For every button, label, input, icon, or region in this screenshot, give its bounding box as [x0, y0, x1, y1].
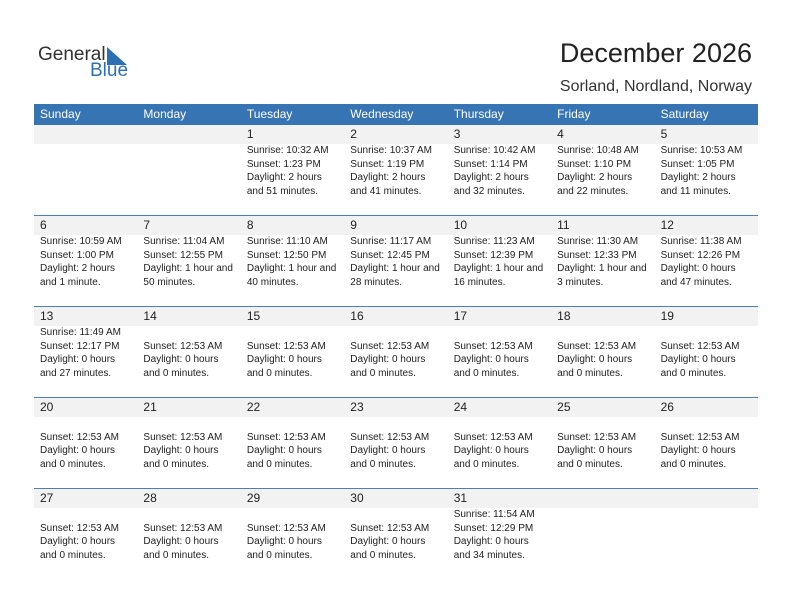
day-number: 6 [40, 218, 47, 232]
day-number: 14 [143, 309, 157, 323]
day-info-line: Sunrise: 11:49 AM [40, 327, 121, 338]
weekday-tuesday: Tuesday [246, 107, 293, 121]
day-cell [655, 307, 758, 397]
day-cell [448, 489, 551, 579]
day-cell [655, 125, 758, 215]
day-info-line: Daylight: 2 hours [660, 172, 736, 183]
day-number: 27 [40, 491, 54, 505]
day-cell [448, 307, 551, 397]
day-info-line: Daylight: 1 hour and [453, 263, 544, 274]
day-number [557, 489, 654, 508]
day-info-line: Daylight: 1 hour and [143, 263, 233, 274]
day-number: 4 [557, 127, 564, 141]
day-number: 20 [40, 400, 54, 414]
day-cell [344, 398, 447, 488]
day-number: 21 [143, 400, 157, 414]
logo-text-general: General [38, 44, 106, 65]
day-info-line: Sunset: 12:53 AM [453, 340, 533, 352]
day-info-line: Daylight: 0 hours [40, 536, 116, 547]
day-info-line: and 34 minutes. [453, 549, 525, 561]
day-cell [655, 489, 758, 579]
day-info-line: 28 minutes. [350, 276, 402, 288]
day-info-line: and 0 minutes. [246, 549, 313, 561]
day-cell [344, 307, 447, 397]
day-info-line [454, 326, 551, 340]
day-number: 12 [660, 218, 674, 232]
day-number: 10 [453, 218, 468, 232]
day-number: 26 [660, 400, 674, 414]
day-info-line: Sunset: 1:14 PM [453, 158, 528, 170]
day-number: 9 [350, 218, 357, 232]
day-info-line: and 27 minutes. [40, 367, 112, 379]
day-info-line: Sunset: 12:39 PM [453, 249, 534, 261]
day-cell [137, 489, 240, 579]
day-info-line: and 0 minutes. [557, 367, 623, 379]
day-info-line: Sunset: 12:55 PM [143, 249, 223, 261]
day-info-line: Daylight: 0 hours [40, 354, 116, 365]
day-info-line [350, 326, 447, 340]
day-info-line: Sunrise: 11:54 AM [453, 509, 535, 520]
day-info-line: Sunset: 12:45 PM [350, 249, 430, 261]
day-number: 17 [453, 309, 468, 323]
day-info-line: Daylight: 0 hours [660, 263, 736, 274]
day-info-line: Sunrise: 11:10 AM [246, 236, 328, 247]
week-row [34, 489, 758, 579]
day-number: 1 [246, 127, 254, 141]
day-info-line: Sunset: 12:53 AM [143, 340, 223, 352]
generalblue-logo [38, 44, 138, 84]
day-info-line [661, 417, 758, 431]
day-info-line: and 0 minutes. [453, 367, 520, 379]
day-info-line: Sunset: 12:53 AM [246, 340, 326, 352]
day-info-line: Sunset: 12:53 AM [40, 522, 119, 534]
day-number: 16 [350, 309, 364, 323]
day-info-line [557, 417, 654, 431]
day-cell [551, 398, 654, 488]
day-info-line: Daylight: 0 hours [143, 536, 219, 547]
day-info-line: Daylight: 0 hours [453, 445, 529, 456]
day-info-line: Sunset: 1:00 PM [40, 249, 114, 261]
day-number: 25 [557, 400, 571, 414]
day-cell [137, 307, 240, 397]
day-cell [241, 125, 344, 215]
day-info-line: Sunset: 12:53 AM [557, 431, 637, 443]
day-info-line: Daylight: 0 hours [453, 354, 529, 365]
day-number: 7 [143, 218, 151, 232]
day-info-line: Sunset: 12:53 AM [143, 522, 223, 534]
day-info-line: Sunset: 12:53 AM [246, 522, 326, 534]
day-cell [241, 307, 344, 397]
day-cell [448, 398, 551, 488]
day-info-line [143, 326, 240, 340]
day-info-line: and 1 minute. [40, 276, 101, 288]
day-info-line: 50 minutes. [143, 276, 196, 288]
day-info-line: Sunrise: 10:37 AM [350, 145, 432, 156]
day-info-line: and 0 minutes. [350, 458, 416, 470]
day-info-line: Sunrise: 11:23 AM [453, 236, 535, 247]
day-info-line: and 0 minutes. [40, 549, 106, 561]
day-info-line: Daylight: 0 hours [453, 536, 529, 547]
day-cell [448, 125, 551, 215]
day-number: 28 [143, 491, 157, 505]
page-title: December 2026 [559, 38, 752, 68]
day-info-line: Daylight: 2 hours [453, 172, 529, 183]
day-info-line: Sunrise: 11:17 AM [350, 236, 432, 247]
day-info-line: Daylight: 0 hours [143, 354, 219, 365]
day-info-line: Daylight: 2 hours [350, 172, 426, 183]
day-number: 8 [246, 218, 254, 232]
day-info-line: Daylight: 0 hours [40, 445, 116, 456]
day-info-line: Daylight: 1 hour and [246, 263, 337, 274]
day-info-line: and 32 minutes. [453, 185, 525, 197]
day-info-line [454, 417, 551, 431]
week-row [34, 398, 758, 489]
day-info-line: and 0 minutes. [143, 549, 210, 561]
day-info-line: Daylight: 0 hours [246, 536, 322, 547]
day-cell [34, 125, 137, 215]
day-cell [448, 216, 551, 306]
day-number: 2 [350, 127, 357, 141]
day-info-line: Daylight: 0 hours [557, 445, 633, 456]
day-info-line: 16 minutes. [453, 276, 506, 288]
day-info-line: Sunset: 12:53 AM [350, 431, 430, 443]
day-info-line: Sunset: 12:53 AM [453, 431, 533, 443]
weekday-sunday: Sunday [40, 107, 81, 121]
day-info-line: and 0 minutes. [246, 367, 313, 379]
day-info-line: Sunrise: 10:53 AM [660, 145, 743, 156]
day-cell [655, 398, 758, 488]
day-info-line: Daylight: 2 hours [557, 172, 633, 183]
day-info-line: Daylight: 0 hours [557, 354, 633, 365]
day-number: 15 [246, 309, 261, 323]
day-info-line: Daylight: 0 hours [350, 536, 426, 547]
day-info-line: Sunrise: 11:04 AM [143, 236, 225, 247]
day-info-line: Sunset: 12:53 AM [40, 431, 119, 443]
day-number: 11 [557, 218, 570, 232]
day-info-line: and 11 minutes. [660, 185, 731, 197]
day-number: 3 [453, 127, 461, 141]
day-info-line: Sunset: 12:50 PM [246, 249, 327, 261]
day-info-line: Daylight: 0 hours [246, 354, 322, 365]
weekday-wednesday: Wednesday [350, 107, 414, 121]
day-info-line: Sunset: 12:53 AM [660, 431, 740, 443]
weekday-saturday: Saturday [660, 107, 709, 121]
day-number: 30 [350, 491, 364, 505]
day-cell [241, 398, 344, 488]
day-cell [344, 216, 447, 306]
day-cell [241, 489, 344, 579]
day-number: 19 [660, 309, 674, 323]
day-info-line [247, 417, 344, 431]
day-info-line: Daylight: 1 hour and [557, 263, 647, 274]
day-info-line: Sunset: 12:53 AM [246, 431, 326, 443]
week-row [34, 125, 758, 216]
day-info-line: Sunset: 12:26 PM [660, 249, 741, 261]
weekday-monday: Monday [143, 107, 187, 121]
day-info-line: Sunrise: 10:48 AM [557, 145, 639, 156]
day-cell [34, 216, 137, 306]
day-info-line [143, 508, 240, 522]
day-info-line: and 0 minutes. [143, 458, 210, 470]
day-number [40, 125, 137, 144]
day-cell [551, 125, 654, 215]
day-cell [655, 216, 758, 306]
calendar [34, 104, 758, 579]
day-info-line: Sunset: 12:53 AM [350, 340, 430, 352]
day-number: 13 [40, 309, 54, 323]
day-info-line: 40 minutes. [246, 276, 299, 288]
day-info-line: and 22 minutes. [557, 185, 629, 197]
day-cell [137, 125, 240, 215]
day-info-line: and 0 minutes. [557, 458, 623, 470]
day-info-line: Sunrise: 11:38 AM [660, 236, 742, 247]
day-info-line [557, 326, 654, 340]
day-info-line: Sunset: 1:19 PM [350, 158, 425, 170]
day-number: 29 [246, 491, 261, 505]
day-info-line [247, 326, 344, 340]
day-info-line: Sunset: 12:53 AM [350, 522, 430, 534]
day-info-line [143, 417, 240, 431]
day-info-line: and 0 minutes. [453, 458, 520, 470]
day-number [661, 489, 758, 508]
weekday-header [34, 104, 758, 125]
day-info-line [661, 326, 758, 340]
day-info-line: Sunset: 12:53 AM [143, 431, 223, 443]
day-info-line: Sunrise: 11:30 AM [557, 236, 639, 247]
day-cell [551, 489, 654, 579]
day-info-line: Sunrise: 10:32 AM [246, 145, 329, 156]
day-number: 18 [557, 309, 571, 323]
day-info-line: Daylight: 0 hours [660, 445, 736, 456]
weekday-thursday: Thursday [453, 107, 504, 121]
week-row [34, 216, 758, 307]
day-number: 31 [453, 491, 468, 505]
day-info-line: and 0 minutes. [143, 367, 210, 379]
day-info-line [40, 417, 137, 431]
day-cell [241, 216, 344, 306]
day-info-line: Sunset: 1:10 PM [557, 158, 632, 170]
day-cell [137, 216, 240, 306]
day-info-line: and 0 minutes. [660, 458, 727, 470]
day-info-line [350, 417, 447, 431]
day-info-line: and 0 minutes. [350, 549, 416, 561]
day-number: 23 [350, 400, 364, 414]
day-number [143, 125, 240, 144]
day-info-line: 3 minutes. [557, 276, 604, 288]
day-info-line: Sunset: 1:23 PM [246, 158, 321, 170]
day-info-line: Sunset: 12:53 AM [660, 340, 740, 352]
day-cell [34, 307, 137, 397]
day-cell [551, 307, 654, 397]
day-info-line: Daylight: 0 hours [246, 445, 322, 456]
day-info-line: Daylight: 2 hours [40, 263, 116, 274]
day-info-line: Sunset: 12:29 PM [453, 522, 534, 534]
day-info-line: Sunset: 12:17 PM [40, 340, 120, 352]
day-info-line: Daylight: 2 hours [246, 172, 322, 183]
day-info-line: Daylight: 0 hours [350, 354, 426, 365]
day-cell [344, 489, 447, 579]
day-number: 24 [453, 400, 468, 414]
day-cell [137, 398, 240, 488]
day-info-line [40, 508, 137, 522]
day-info-line: Sunrise: 10:42 AM [453, 145, 536, 156]
day-cell [34, 489, 137, 579]
day-info-line: and 0 minutes. [350, 367, 416, 379]
day-info-line: Daylight: 0 hours [660, 354, 736, 365]
calendar-weeks [34, 125, 758, 579]
day-number: 5 [660, 127, 668, 141]
day-info-line [247, 508, 344, 522]
day-info-line: Sunset: 12:33 PM [557, 249, 637, 261]
day-cell [34, 398, 137, 488]
day-info-line: and 0 minutes. [40, 458, 106, 470]
day-info-line: and 0 minutes. [246, 458, 313, 470]
day-info-line: Daylight: 1 hour and [350, 263, 440, 274]
day-info-line: and 41 minutes. [350, 185, 422, 197]
day-cell [551, 216, 654, 306]
day-info-line: and 47 minutes. [660, 276, 732, 288]
day-cell [344, 125, 447, 215]
day-info-line: Daylight: 0 hours [143, 445, 219, 456]
day-info-line [350, 508, 447, 522]
week-row [34, 307, 758, 398]
day-info-line: and 0 minutes. [660, 367, 727, 379]
day-info-line: Sunset: 1:05 PM [660, 158, 735, 170]
day-info-line: and 51 minutes. [246, 185, 319, 197]
day-info-line: Sunrise: 10:59 AM [40, 236, 122, 247]
weekday-friday: Friday [557, 107, 591, 121]
location-subtitle: Sorland, Nordland, Norway [559, 78, 752, 95]
day-number: 22 [246, 400, 261, 414]
day-info-line: Daylight: 0 hours [350, 445, 426, 456]
logo-text-blue: Blue [90, 60, 129, 81]
day-info-line: Sunset: 12:53 AM [557, 340, 637, 352]
